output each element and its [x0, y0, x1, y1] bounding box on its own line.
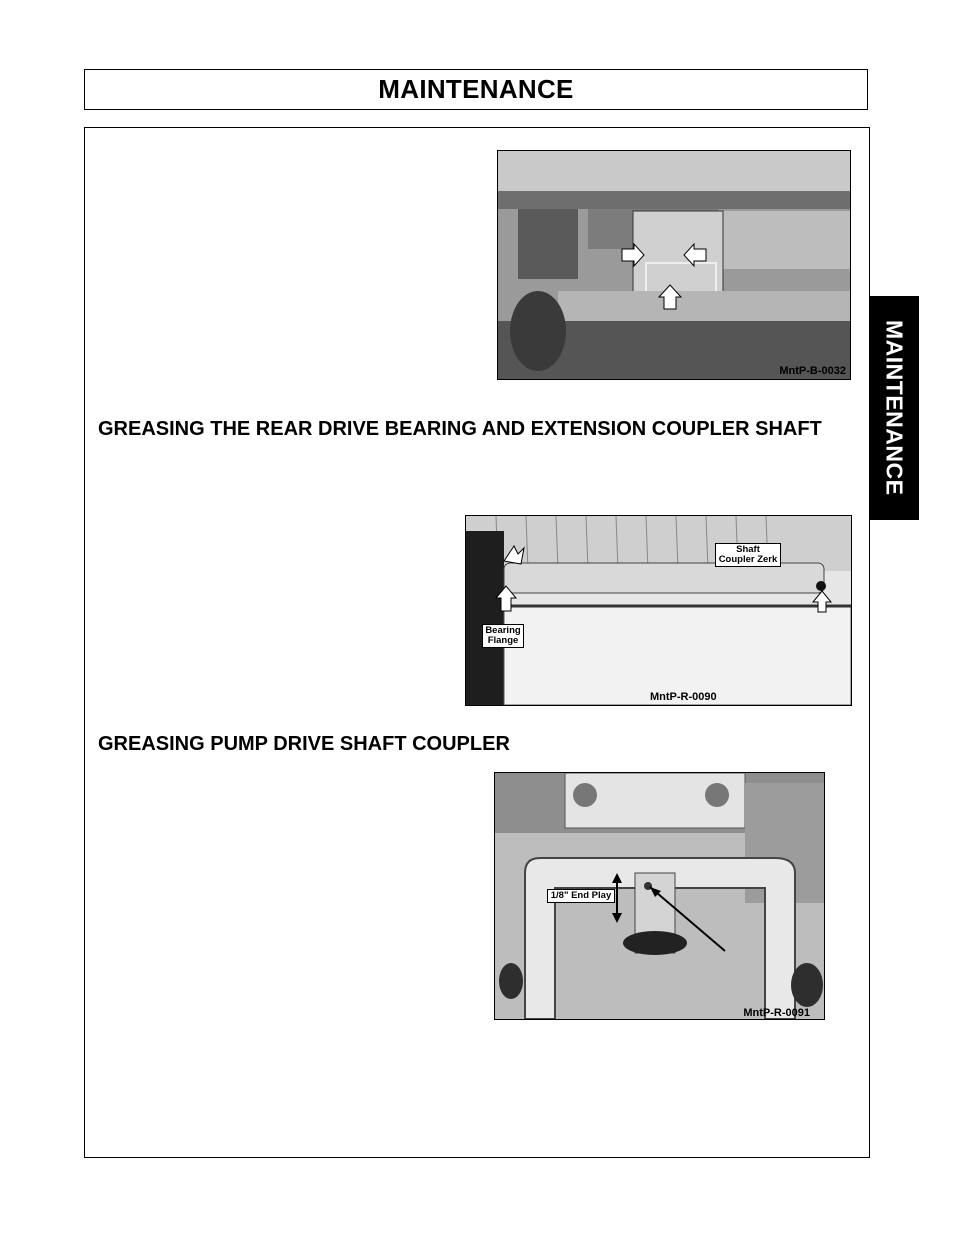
callout-end-play: 1/8" End Play [547, 889, 615, 903]
section-heading-rear-drive-bearing: GREASING THE REAR DRIVE BEARING AND EXTENSION COUPLER SHAFT [98, 418, 822, 440]
section-heading-pump-drive-coupler: GREASING PUMP DRIVE SHAFT COUPLER [98, 733, 510, 755]
photo-image [495, 773, 824, 1019]
photo-image [498, 151, 850, 379]
photo-code: MntP-R-0091 [743, 1007, 810, 1019]
page-title: MAINTENANCE [378, 74, 574, 104]
page-header [84, 69, 868, 110]
callout-shaft-coupler-zerk: Shaft Coupler Zerk [715, 543, 781, 567]
photo-bearing-grease-points [497, 150, 851, 380]
photo-rear-drive-bearing [465, 515, 852, 706]
photo-code: MntP-B-0032 [779, 365, 846, 377]
side-tab-label: MAINTENANCE [881, 320, 908, 496]
photo-image [466, 516, 851, 705]
callout-bearing-flange: Bearing Flange [482, 624, 524, 648]
photo-code: MntP-R-0090 [650, 691, 717, 703]
section-side-tab [869, 296, 919, 520]
photo-pump-drive-coupler [494, 772, 825, 1020]
